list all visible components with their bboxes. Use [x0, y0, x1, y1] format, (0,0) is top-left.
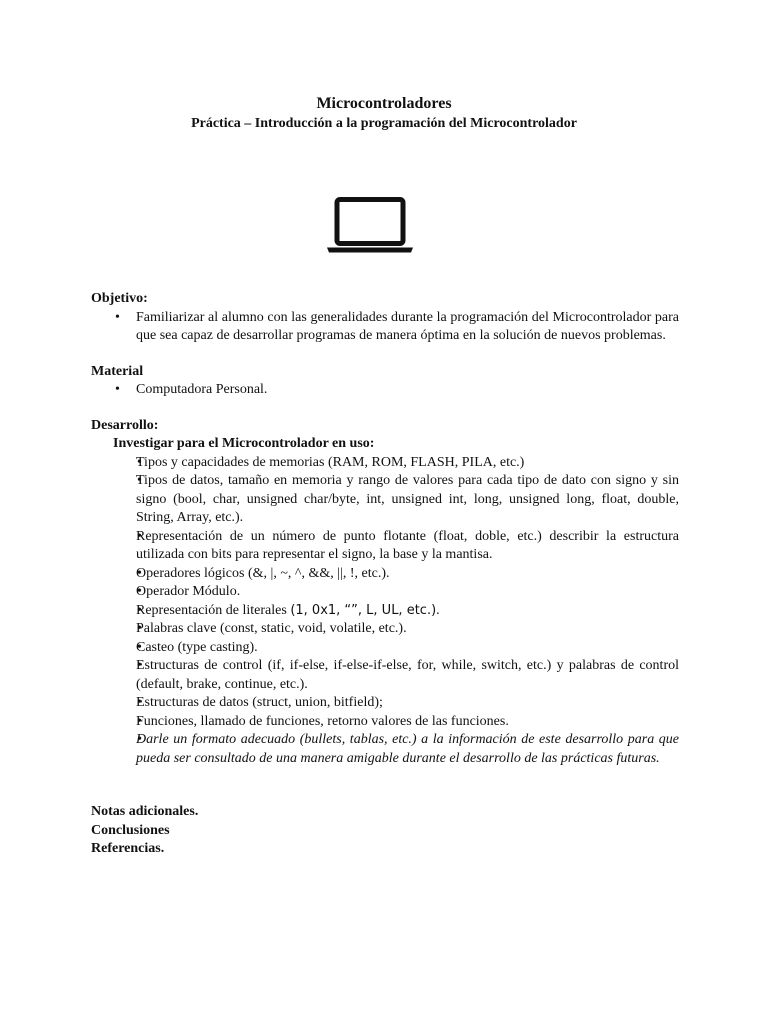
desarrollo-list — [113, 454, 679, 769]
objetivo-list — [91, 309, 679, 346]
desarrollo-heading: Desarrollo: — [91, 417, 159, 433]
list-item-literales — [91, 602, 679, 621]
list-item: • Palabras clave (const, static, void, volatile, etc.). — [91, 620, 679, 639]
section-material — [91, 363, 679, 400]
material-heading: Material — [91, 363, 144, 379]
list-item: • Familiarizar al alumno con las generalidades durante la programación del Microcontrolador para que sea capaz de desarrollar programas de manera óptima en la solución de nuevos problemas. — [91, 309, 679, 346]
list-item: • Funciones, llamado de funciones, retorno valores de las funciones. — [91, 713, 679, 732]
objetivo-heading: Objetivo: — [91, 291, 148, 306]
literales-suffix: . — [436, 602, 440, 618]
laptop-icon — [326, 197, 414, 255]
material-list — [91, 381, 679, 400]
list-item: • Operadores lógicos (&, |, ~, ^, &&, ||, !, etc.). — [91, 565, 679, 584]
list-item: • Estructuras de control (if, if-else, if-else-if-else, for, while, switch, etc.) y palabras de control (default, brake, continue, etc.). — [91, 657, 679, 694]
list-item: • Tipos de datos, tamaño en memoria y rango de valores para cada tipo de dato con signo y sin signo (bool, char, unsigned char/byte, int, unsigned int, long, unsigned long, float, double, String, Array, etc.). — [91, 472, 679, 528]
document-title: Microcontroladores — [316, 95, 452, 112]
list-item-format-note: • Darle un formato adecuado (bullets, tablas, etc.) a la información de este desarrollo para que pueda ser consultado de una manera amigable durante el desarrollo de las prácticas futuras. — [91, 731, 679, 768]
section-footer — [91, 803, 679, 859]
list-item: • Representación de un número de punto flotante (float, doble, etc.) describir la estructura utilizada con bits para representar el signo, la base y la mantisa. — [91, 528, 679, 565]
desarrollo-subheading: Investigar para el Microcontrolador en uso: — [113, 436, 375, 451]
document-subtitle: Práctica – Introducción a la programación del Microcontrolador — [191, 116, 577, 131]
list-item: • Estructuras de datos (struct, union, bitfield); — [91, 694, 679, 713]
literales-values: (1, 0x1, “”, L, UL, etc.) — [290, 602, 437, 618]
referencias-heading: Referencias. — [91, 841, 165, 856]
list-item: • Operador Módulo. — [91, 583, 679, 602]
list-item: • Casteo (type casting). — [91, 639, 679, 658]
section-desarrollo — [91, 417, 679, 769]
literales-prefix: Representación de literales — [136, 602, 291, 618]
section-objetivo — [91, 290, 679, 346]
list-item: • Computadora Personal. — [91, 381, 679, 400]
notas-heading: Notas adicionales. — [91, 804, 199, 819]
list-item: • Tipos y capacidades de memorias (RAM, ROM, FLASH, PILA, etc.) — [91, 454, 679, 473]
document-body — [91, 290, 679, 859]
conclusiones-heading: Conclusiones — [91, 822, 170, 838]
